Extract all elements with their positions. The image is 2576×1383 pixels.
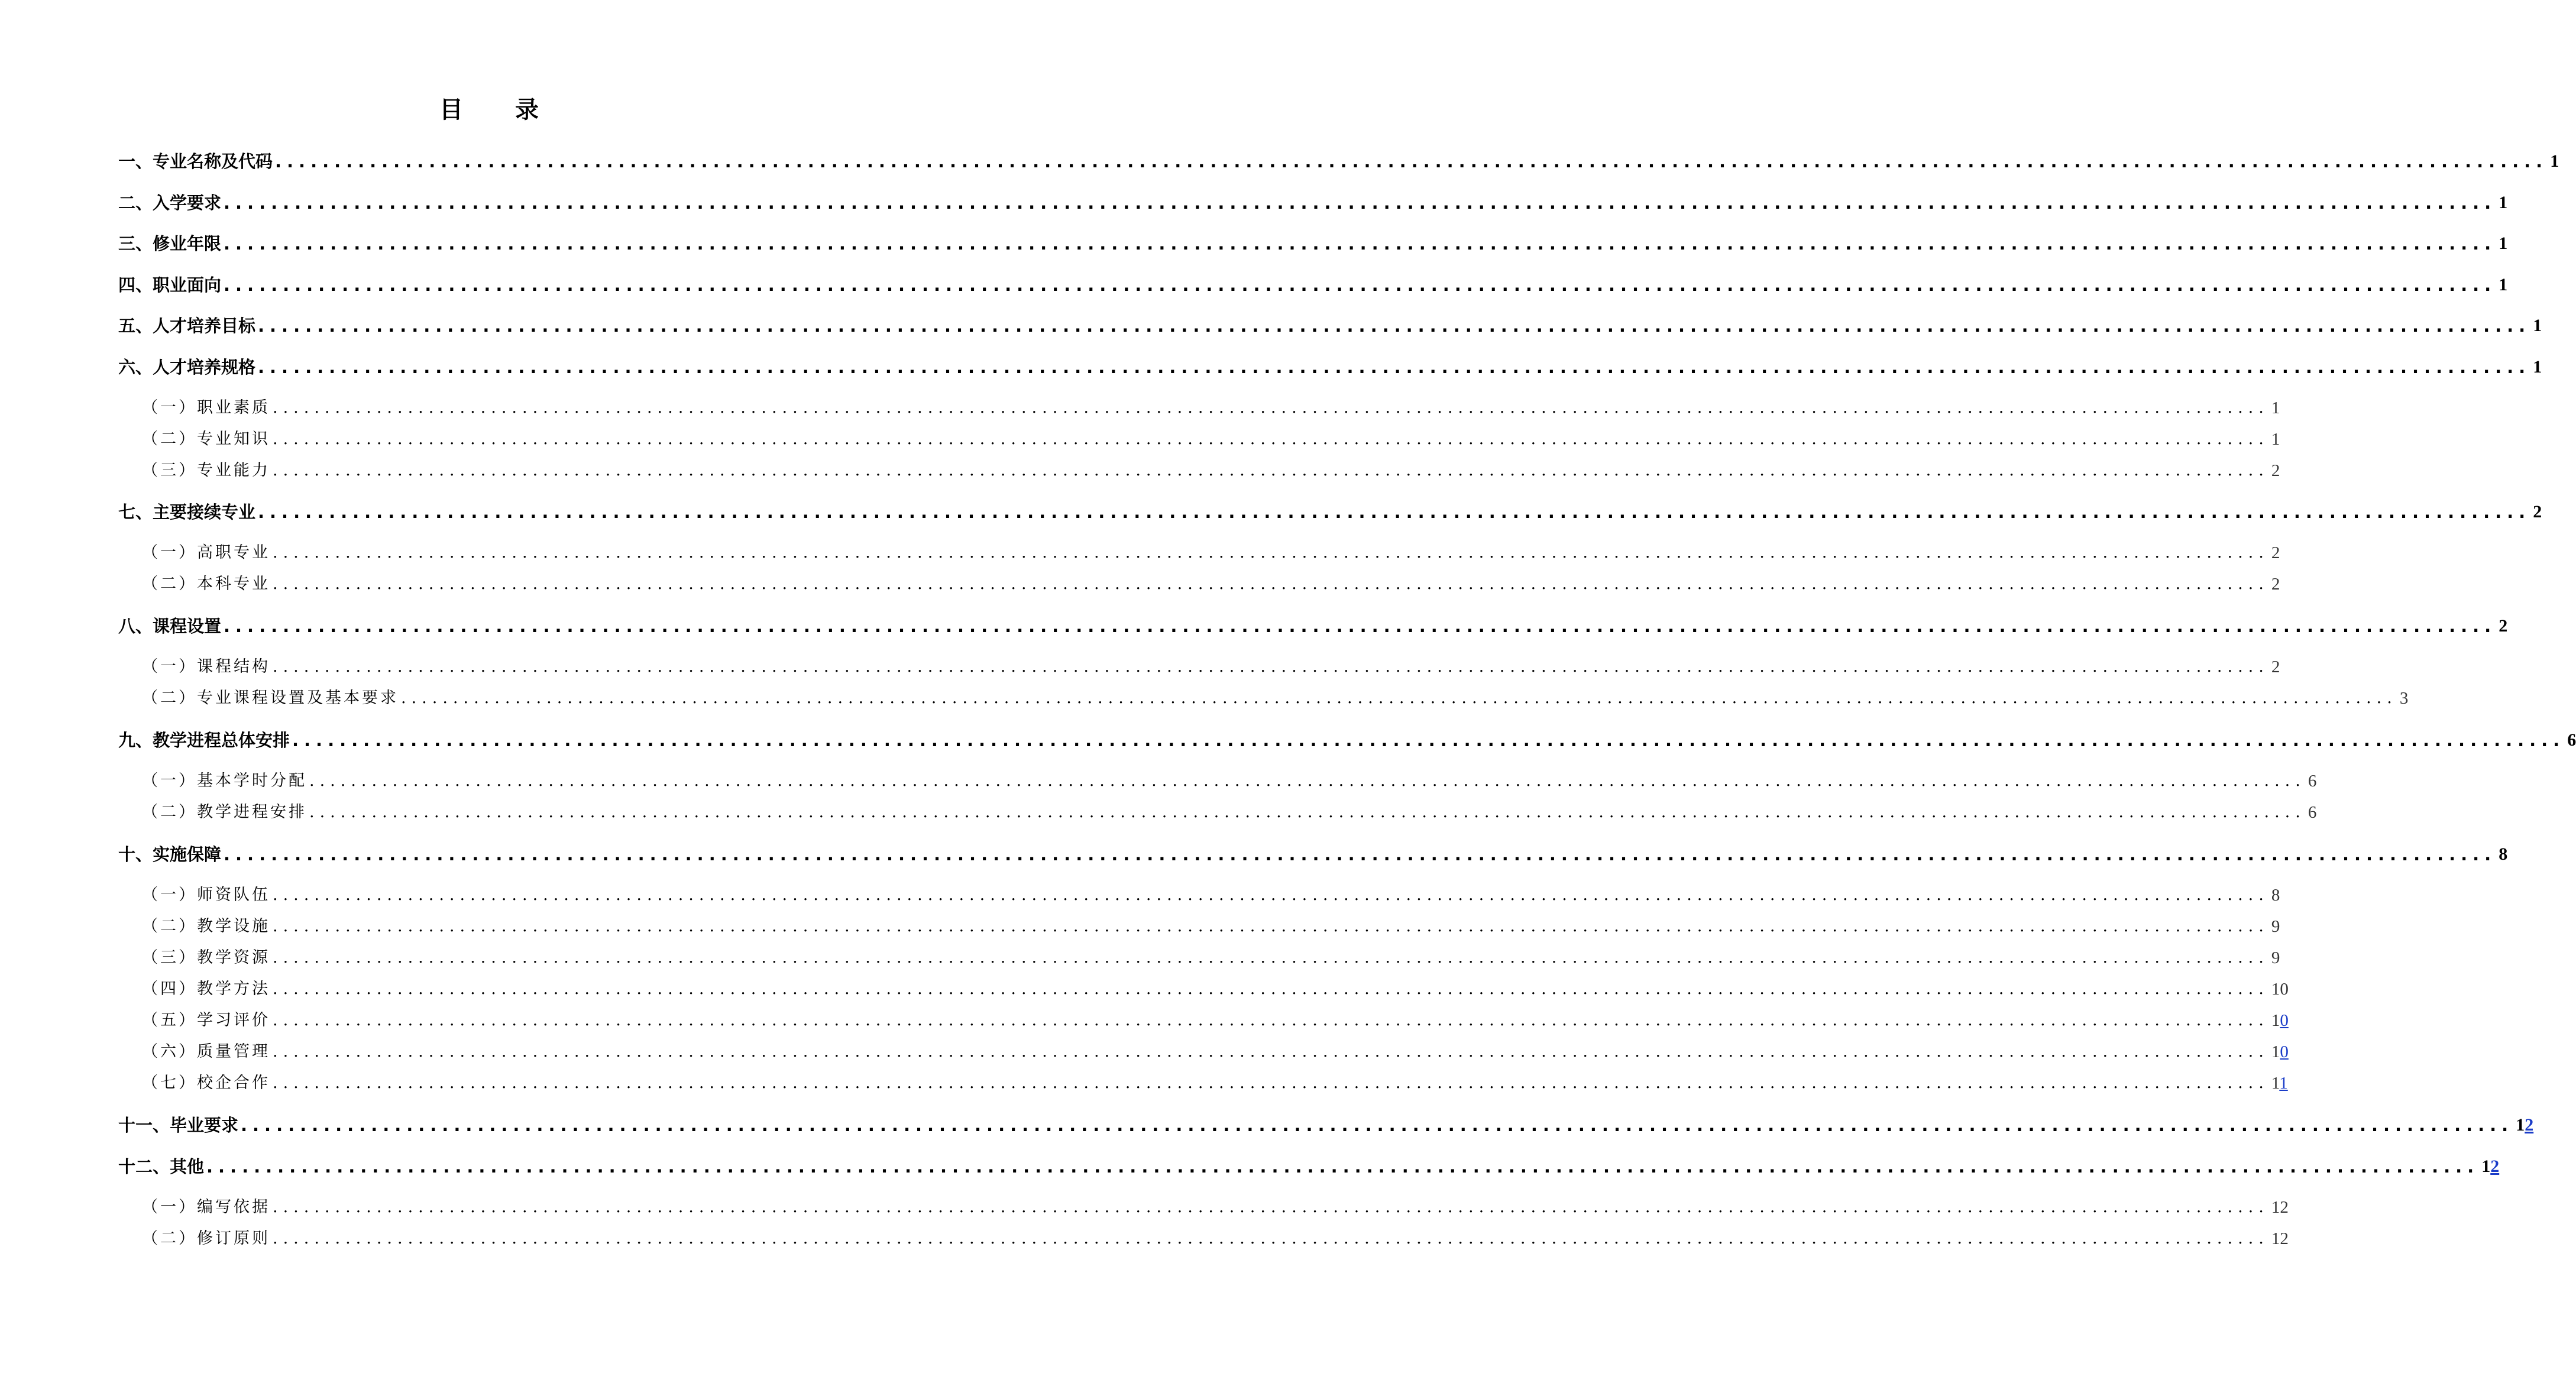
toc-page-number bbox=[2271, 1009, 2289, 1032]
toc-leader-dots: ................................................................................................................................................................................................ bbox=[273, 1042, 2269, 1061]
toc-subentry[interactable] bbox=[142, 946, 2280, 970]
toc-leader-dots: ................................................................................................................................................................................................ bbox=[273, 1229, 2269, 1248]
toc-page-number: 1 bbox=[2550, 151, 2559, 171]
toc-page-number: 2 bbox=[2499, 616, 2508, 636]
toc-entry[interactable] bbox=[118, 148, 2559, 175]
toc-entry-label: 二、入学要求 bbox=[118, 193, 222, 213]
toc-leader-dots: ................................................................................................................................................................................................ bbox=[309, 803, 2306, 821]
toc-entry-label: 九、教学进程总体安排 bbox=[118, 730, 290, 750]
toc-leader-dots: ................................................................................................................................................................................................ bbox=[241, 1115, 2514, 1135]
toc-entry-label: 八、课程设置 bbox=[118, 616, 222, 636]
toc-entry[interactable] bbox=[118, 312, 2542, 339]
toc-page-number: 8 bbox=[2271, 886, 2280, 905]
toc-entry-label: （四）教学方法 bbox=[142, 980, 270, 998]
toc-leader-dots: ................................................................................................................................................................................................ bbox=[273, 575, 2269, 593]
toc-entry[interactable] bbox=[118, 841, 2508, 868]
toc-entry-label: （二）专业课程设置及基本要求 bbox=[142, 689, 399, 707]
toc-page-number: 2 bbox=[2271, 575, 2280, 594]
toc-leader-dots: ................................................................................................................................................................................................ bbox=[273, 543, 2269, 562]
toc-subentry[interactable] bbox=[142, 572, 2280, 596]
toc-page-number: 1 bbox=[2533, 357, 2542, 377]
toc-entry-label: （一）师资队伍 bbox=[142, 886, 270, 904]
toc-entry-label: （六）质量管理 bbox=[142, 1042, 270, 1061]
toc-page-number: 1 bbox=[2533, 316, 2542, 335]
toc-entry[interactable] bbox=[118, 189, 2508, 216]
toc-leader-dots: ................................................................................................................................................................................................ bbox=[273, 980, 2269, 998]
toc-leader-dots: ................................................................................................................................................................................................ bbox=[273, 886, 2269, 904]
toc-page-number: 3 bbox=[2399, 689, 2409, 708]
toc-entry-label: （二）修订原则 bbox=[142, 1229, 270, 1248]
toc-page-number: 6 bbox=[2308, 803, 2317, 822]
toc-entry[interactable] bbox=[118, 1112, 2534, 1139]
toc-leader-dots: ................................................................................................................................................................................................ bbox=[273, 1198, 2269, 1216]
toc-subentry[interactable] bbox=[142, 1009, 2289, 1032]
toc-leader-dots: ................................................................................................................................................................................................ bbox=[273, 1074, 2269, 1092]
page-number-prefix: 1 bbox=[2271, 1042, 2280, 1061]
toc-entry-label: （二）本科专业 bbox=[142, 575, 270, 593]
toc-page-number bbox=[2271, 1040, 2289, 1064]
toc-entry[interactable] bbox=[118, 230, 2508, 257]
toc-leader-dots: ................................................................................................................................................................................................ bbox=[224, 275, 2497, 295]
toc-entry-label: （二）教学设施 bbox=[142, 917, 270, 935]
toc-page-number: 1 bbox=[2499, 234, 2508, 253]
toc-subentry[interactable] bbox=[142, 977, 2289, 1001]
toc-entry-label: （一）课程结构 bbox=[142, 658, 270, 676]
toc-entry-label: （二）专业知识 bbox=[142, 430, 270, 448]
toc-page-number: 12 bbox=[2271, 1198, 2289, 1217]
toc-page-number bbox=[2481, 1153, 2500, 1180]
toc-leader-dots: ................................................................................................................................................................................................ bbox=[273, 461, 2269, 480]
page-number-link[interactable]: 2 bbox=[2490, 1157, 2500, 1176]
toc-leader-dots: ................................................................................................................................................................................................ bbox=[273, 948, 2269, 967]
toc-entry-label: （二）教学进程安排 bbox=[142, 803, 307, 821]
toc-subentry[interactable] bbox=[142, 1227, 2289, 1251]
toc-leader-dots: ................................................................................................................................................................................................ bbox=[273, 1011, 2269, 1029]
toc-entry-label: 五、人才培养目标 bbox=[118, 316, 256, 336]
toc-page-number: 1 bbox=[2499, 193, 2508, 212]
page-number-link[interactable]: 0 bbox=[2280, 1011, 2289, 1030]
toc-entry-label: 四、职业面向 bbox=[118, 275, 222, 295]
toc-subentry[interactable] bbox=[142, 801, 2317, 824]
toc-entry[interactable] bbox=[118, 498, 2542, 526]
toc-leader-dots: ................................................................................................................................................................................................ bbox=[273, 430, 2269, 448]
toc-entry[interactable] bbox=[118, 613, 2508, 640]
toc-page-number: 2 bbox=[2533, 502, 2542, 522]
page-number-prefix: 1 bbox=[2271, 1074, 2280, 1093]
toc-page-number: 12 bbox=[2271, 1229, 2289, 1248]
toc-entry-label: （七）校企合作 bbox=[142, 1074, 270, 1092]
toc-leader-dots: ................................................................................................................................................................................................ bbox=[273, 658, 2269, 676]
toc-entry-label: 一、专业名称及代码 bbox=[118, 151, 273, 171]
toc-entry-label: （一）职业素质 bbox=[142, 399, 270, 417]
toc-leader-dots: ................................................................................................................................................................................................ bbox=[309, 772, 2306, 790]
toc-leader-dots: ................................................................................................................................................................................................ bbox=[224, 234, 2497, 254]
toc-entry-label: （一）编写依据 bbox=[142, 1198, 270, 1216]
toc-leader-dots: ................................................................................................................................................................................................ bbox=[275, 151, 2548, 171]
toc-entry[interactable] bbox=[118, 271, 2508, 299]
toc-page-number: 8 bbox=[2499, 844, 2508, 864]
toc-entry-label: （一）高职专业 bbox=[142, 543, 270, 562]
page-number-link[interactable]: 0 bbox=[2280, 1042, 2289, 1061]
toc-leader-dots: ................................................................................................................................................................................................ bbox=[273, 399, 2269, 417]
toc-entry-label: （一）基本学时分配 bbox=[142, 772, 307, 790]
toc-entry-label: （三）教学资源 bbox=[142, 948, 270, 967]
toc-page-number: 1 bbox=[2499, 275, 2508, 294]
toc-entry-label: 六、人才培养规格 bbox=[118, 357, 256, 377]
toc-page-number: 9 bbox=[2271, 917, 2280, 936]
toc-page-number: 2 bbox=[2271, 658, 2280, 676]
toc-entry[interactable] bbox=[118, 1153, 2500, 1180]
toc-subentry[interactable] bbox=[142, 769, 2317, 793]
toc-subentry[interactable] bbox=[142, 459, 2280, 482]
toc-page-number: 2 bbox=[2271, 543, 2280, 562]
toc-page-number: 1 bbox=[2271, 430, 2280, 449]
toc-subentry[interactable] bbox=[142, 883, 2280, 907]
toc-entry-label: （五）学习评价 bbox=[142, 1011, 270, 1029]
toc-page-number: 10 bbox=[2271, 980, 2289, 999]
toc-subentry[interactable] bbox=[142, 655, 2280, 679]
toc-entry-label: 七、主要接续专业 bbox=[118, 502, 256, 522]
toc-page-number: 6 bbox=[2567, 730, 2576, 750]
toc-leader-dots: ................................................................................................................................................................................................ bbox=[273, 917, 2269, 935]
page-number-prefix: 1 bbox=[2481, 1157, 2491, 1176]
page-number-link[interactable]: 2 bbox=[2525, 1115, 2534, 1135]
toc-entry-label: 三、修业年限 bbox=[118, 234, 222, 254]
toc-subentry[interactable] bbox=[142, 396, 2280, 420]
toc-leader-dots: ................................................................................................................................................................................................ bbox=[401, 689, 2397, 707]
toc-subentry[interactable] bbox=[142, 541, 2280, 565]
toc-page-number bbox=[2271, 1071, 2288, 1095]
toc-title: 目 录 bbox=[439, 96, 553, 124]
toc-leader-dots: ................................................................................................................................................................................................ bbox=[224, 844, 2497, 864]
toc-entry[interactable] bbox=[118, 727, 2576, 754]
toc-page-number bbox=[2516, 1112, 2534, 1139]
toc-entry-label: 十二、其他 bbox=[118, 1157, 205, 1177]
toc-subentry[interactable] bbox=[142, 1196, 2289, 1219]
page-number-prefix: 1 bbox=[2271, 1011, 2280, 1030]
page-number-prefix: 1 bbox=[2516, 1115, 2525, 1135]
toc-subentry[interactable] bbox=[142, 686, 2409, 710]
toc-subentry[interactable] bbox=[142, 915, 2280, 938]
toc-leader-dots: ................................................................................................................................................................................................ bbox=[224, 616, 2497, 636]
toc-leader-dots: ................................................................................................................................................................................................ bbox=[206, 1157, 2480, 1177]
toc-page-number: 9 bbox=[2271, 948, 2280, 967]
toc-leader-dots: ................................................................................................................................................................................................ bbox=[258, 357, 2531, 377]
toc-entry-label: （三）专业能力 bbox=[142, 461, 270, 480]
page-number-link[interactable]: 1 bbox=[2279, 1074, 2288, 1093]
toc-page-number: 1 bbox=[2271, 399, 2280, 417]
toc-subentry[interactable] bbox=[142, 1040, 2289, 1064]
toc-leader-dots: ................................................................................................................................................................................................ bbox=[258, 502, 2531, 522]
toc-entry-label: 十、实施保障 bbox=[118, 844, 222, 864]
toc-leader-dots: ................................................................................................................................................................................................ bbox=[258, 316, 2531, 336]
toc-subentry[interactable] bbox=[142, 1071, 2288, 1095]
toc-subentry[interactable] bbox=[142, 427, 2280, 451]
toc-page-number: 2 bbox=[2271, 461, 2280, 480]
toc-entry[interactable] bbox=[118, 354, 2542, 381]
toc-leader-dots: ................................................................................................................................................................................................ bbox=[224, 193, 2497, 213]
toc-entry-label: 十一、毕业要求 bbox=[118, 1115, 239, 1135]
toc-leader-dots: ................................................................................................................................................................................................ bbox=[292, 730, 2565, 750]
toc-page-number: 6 bbox=[2308, 772, 2317, 791]
